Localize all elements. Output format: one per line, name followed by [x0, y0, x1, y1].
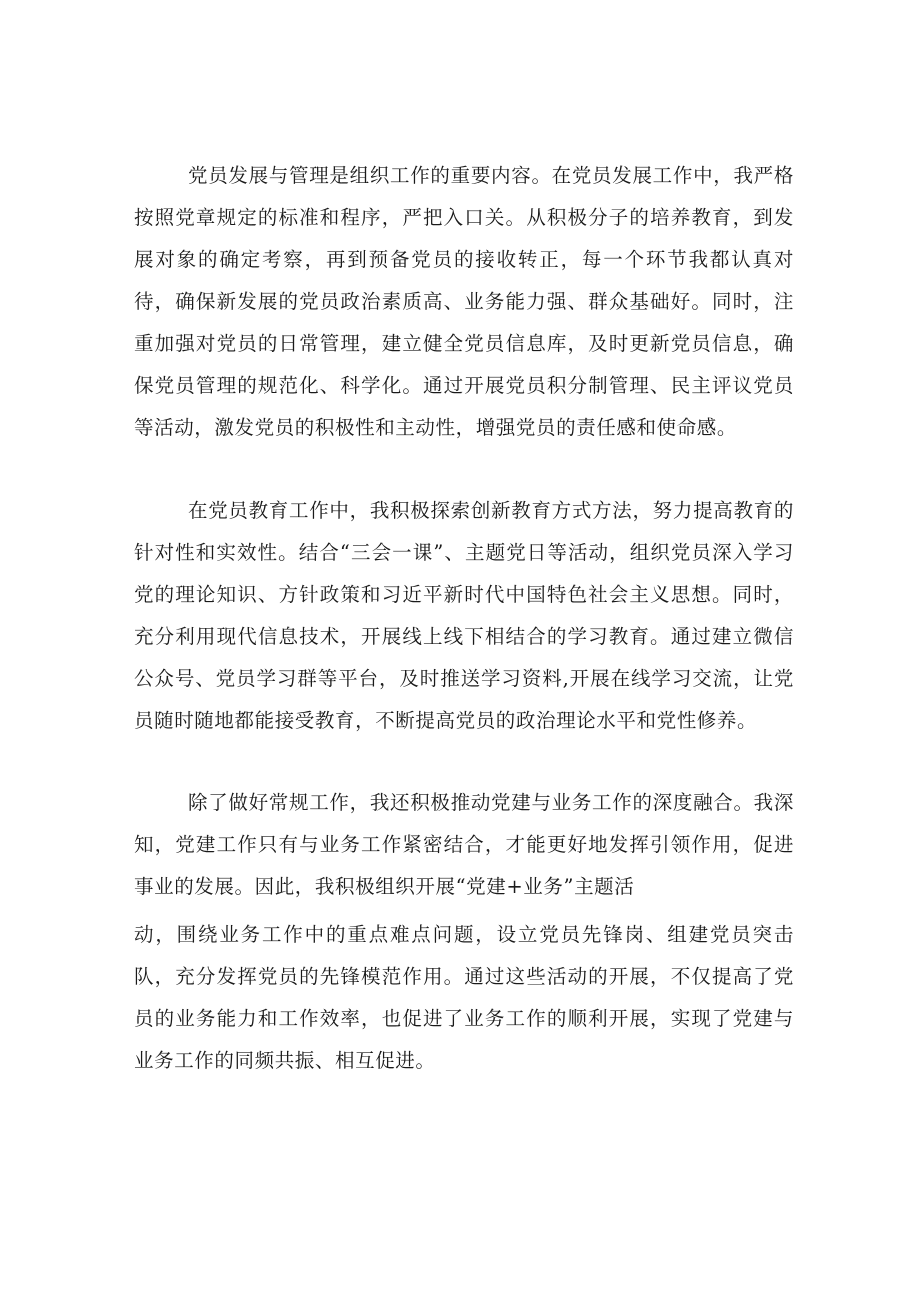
paragraph-party-member-education: 在党员教育工作中，我积极探索创新教育方式方法，努力提高教育的针对性和实效性。结合“三会一课”、主题党日等活动，组织党员深入学习党的理论知识、方针政策和习近平新时代中国特色社会主义思想。同时，充分利用现代信息技术，开展线上线下相结合的学习教育。通过建立微信公众号、党员学习群等平台，及时推送学习资料,开展在线学习交流，让党员随时随地都能接受教育，不断提高党员的政治理论水平和党性修养。	[134, 499, 794, 732]
paragraph-party-member-development: 党员发展与管理是组织工作的重要内容。在党员发展工作中，我严格按照党章规定的标准和程序，严把入口关。从积极分子的培养教育，到发展对象的确定考察，再到预备党员的接收转正，每一个环节我都认真对待，确保新发展的党员政治素质高、业务能力强、群众基础好。同时，注重加强对党员的日常管理，建立健全党员信息库，及时更新党员信息，确保党员管理的规范化、科学化。通过开展党员积分制管理、民主评议党员等活动，激发党员的积极性和主动性，增强党员的责任感和使命感。	[134, 164, 794, 439]
paragraph-party-business-integration: 除了做好常规工作，我还积极推动党建与业务工作的深度融合。我深知，党建工作只有与业务工作紧密结合，才能更好地发挥引领作用，促进事业的发展。因此，我积极组织开展“党建+业务”主题活	[134, 791, 794, 898]
paragraph-party-business-integration-continued: 动，围绕业务工作中的重点难点问题，设立党员先锋岗、组建党员突击队，充分发挥党员的先锋模范作用。通过这些活动的开展，不仅提高了党员的业务能力和工作效率，也促进了业务工作的顺利开展，实现了党建与业务工作的同频共振、相互促进。	[134, 923, 794, 1072]
